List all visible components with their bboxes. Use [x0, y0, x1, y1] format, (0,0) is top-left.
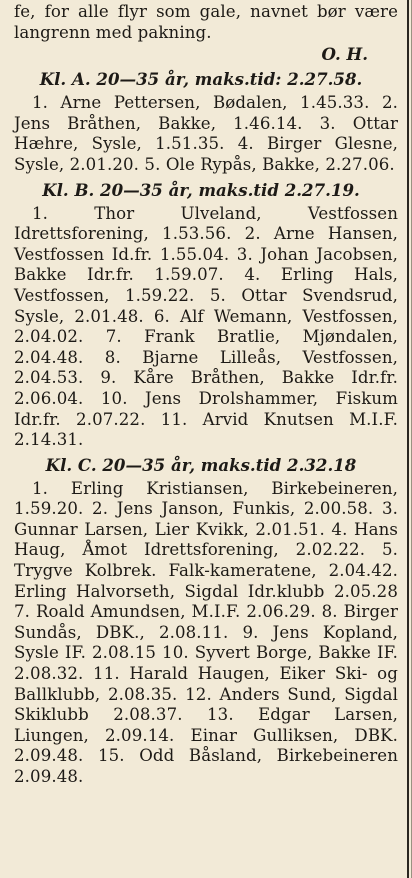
class-a-heading: Kl. A. 20—35 år, maks.tid: 2.27.58.: [39, 69, 363, 90]
column-rule: [407, 0, 409, 878]
intro-paragraph: fe, for alle flyr som gale, navnet bør være langrenn med pakning.: [14, 2, 398, 42]
class-b-heading: Kl. B. 20—35 år, maks.tid 2.27.19.: [42, 179, 360, 200]
author-signature: O. H.: [321, 44, 368, 65]
class-c-heading: Kl. C. 20—35 år, maks.tid 2.32.18: [45, 454, 357, 475]
class-c-results: 1. Erling Kristiansen, Birkebeineren, 1.59.20. 2. Jens Janson, Funkis, 2.00.58. 3. Gunnar Larsen, Lier Kvikk, 2.01.51. 4. Hans Haug, Åmot Idrettsforening, 2.02.22. 5. Trygve Kolbrek. Falk-kameratene, 2.04.42. Erling Halvorseth, Sigdal Idr.klubb 2.05.28 7. Roald Amundsen, M.I.F. 2.06.29. 8. Birger Sundås, DBK., 2.08.11. 9. Jens Kopland, Sysle IF. 2.08.15 10. Syvert Borge, Bakke IF. 2.08.32. 11. Harald Haugen, Eiker Ski- og Ballklubb, 2.08.35. 12. Anders Sund, Sigdal Skiklubb 2.08.37. 13. Edgar Larsen, Liungen, 2.09.14. Einar Gulliksen, DBK. 2.09.48. 15. Odd Båsland, Birkebeineren 2.09.48.: [14, 478, 398, 786]
class-b-results: 1. Thor Ulveland, Vestfossen Idrettsforening, 1.53.56. 2. Arne Hansen, Vestfossen Id.fr. 1.55.04. 3. Johan Jacobsen, Bakke Idr.fr. 1.59.07. 4. Erling Hals, Vestfossen, 1.59.22. 5. Ottar Svendsrud, Sysle, 2.01.48. 6. Alf Wemann, Vestfossen, 2.04.02. 7. Frank Bratlie, Mjøndalen, 2.04.48. 8. Bjarne Lilleås, Vestfossen, 2.04.53. 9. Kåre Bråthen, Bakke Idr.fr. 2.06.04. 10. Jens Drolshammer, Fiskum Idr.fr. 2.07.22. 11. Arvid Knutsen M.I.F. 2.14.31.: [14, 203, 398, 450]
class-a-results: 1. Arne Pettersen, Bødalen, 1.45.33. 2. Jens Bråthen, Bakke, 1.46.14. 3. Ottar Hæhre, Sysle, 1.51.35. 4. Birger Glesne, Sysle, 2.01.20. 5. Ole Rypås, Bakke, 2.27.06.: [14, 93, 398, 174]
